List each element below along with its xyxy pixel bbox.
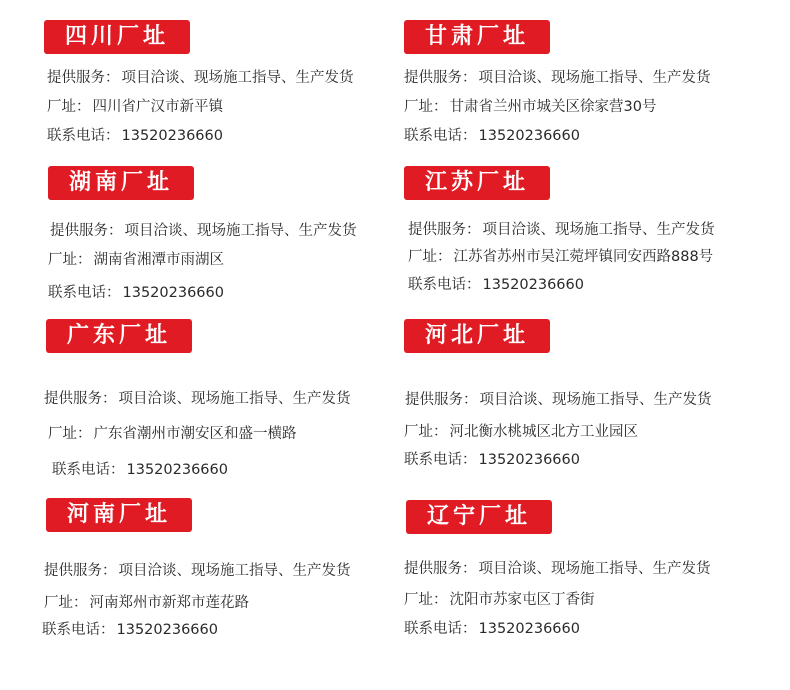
address-line — [404, 423, 638, 441]
address-line — [44, 594, 249, 612]
phone-line — [48, 284, 224, 302]
phone-line — [408, 276, 584, 294]
address-line — [404, 98, 656, 116]
address-label: 厂址： — [408, 249, 452, 265]
services-value: 项目洽谈、现场施工指导、生产发货 — [121, 70, 354, 86]
phone-label: 联系电话： — [408, 277, 481, 293]
phone-label: 联系电话： — [48, 285, 121, 301]
factory-title-badge: 江苏厂址 — [404, 166, 550, 200]
phone-label: 联系电话： — [404, 452, 477, 468]
phone-value: 13520236660 — [122, 285, 224, 301]
factory-title-badge: 甘肃厂址 — [404, 20, 550, 54]
services-value: 项目洽谈、现场施工指导、生产发货 — [482, 222, 715, 238]
services-label: 提供服务： — [47, 70, 120, 86]
phone-value: 13520236660 — [478, 621, 580, 637]
factory-title-badge: 四川厂址 — [44, 20, 190, 54]
phone-label: 联系电话： — [404, 128, 477, 144]
address-line — [48, 251, 224, 269]
services-line — [404, 69, 711, 87]
address-label: 厂址： — [44, 595, 88, 611]
phone-line — [404, 127, 580, 145]
address-label: 厂址： — [404, 99, 448, 115]
services-line — [47, 69, 354, 87]
services-line — [44, 562, 351, 580]
services-value: 项目洽谈、现场施工指导、生产发货 — [118, 391, 351, 407]
address-label: 厂址： — [404, 592, 448, 608]
factory-title-badge: 湖南厂址 — [48, 166, 194, 200]
services-label: 提供服务： — [404, 70, 477, 86]
phone-label: 联系电话： — [47, 128, 120, 144]
services-line — [50, 222, 357, 240]
factory-title-badge: 广东厂址 — [46, 319, 192, 353]
address-label: 厂址： — [47, 99, 91, 115]
address-label: 厂址： — [48, 252, 92, 268]
factory-title-badge: 河北厂址 — [404, 319, 550, 353]
services-label: 提供服务： — [405, 392, 478, 408]
phone-line — [404, 451, 580, 469]
phone-value: 13520236660 — [116, 622, 218, 638]
address-line — [404, 591, 595, 609]
services-label: 提供服务： — [408, 222, 481, 238]
services-value: 项目洽谈、现场施工指导、生产发货 — [124, 223, 357, 239]
phone-label: 联系电话： — [404, 621, 477, 637]
address-line — [48, 425, 297, 443]
address-value: 河北衡水桃城区北方工业园区 — [449, 424, 638, 440]
services-value: 项目洽谈、现场施工指导、生产发货 — [478, 70, 711, 86]
services-label: 提供服务： — [404, 561, 477, 577]
phone-value: 13520236660 — [482, 277, 584, 293]
address-value: 河南郑州市新郑市莲花路 — [89, 595, 249, 611]
phone-line — [404, 620, 580, 638]
services-label: 提供服务： — [44, 563, 117, 579]
phone-value: 13520236660 — [121, 128, 223, 144]
phone-value: 13520236660 — [478, 128, 580, 144]
address-label: 厂址： — [48, 426, 92, 442]
services-line — [408, 221, 715, 239]
address-line — [47, 98, 223, 116]
address-value: 广东省潮州市潮安区和盛一横路 — [93, 426, 297, 442]
phone-label: 联系电话： — [52, 462, 125, 478]
address-value: 沈阳市苏家屯区丁香街 — [449, 592, 595, 608]
address-line — [408, 248, 713, 266]
services-label: 提供服务： — [50, 223, 123, 239]
services-line — [404, 560, 711, 578]
phone-value: 13520236660 — [126, 462, 228, 478]
services-value: 项目洽谈、现场施工指导、生产发货 — [118, 563, 351, 579]
address-value: 甘肃省兰州市城关区徐家营30号 — [449, 99, 657, 115]
address-value: 湖南省湘潭市雨湖区 — [93, 252, 224, 268]
services-line — [44, 390, 351, 408]
phone-value: 13520236660 — [478, 452, 580, 468]
services-line — [405, 391, 712, 409]
factory-title-badge: 河南厂址 — [46, 498, 192, 532]
phone-label: 联系电话： — [42, 622, 115, 638]
address-label: 厂址： — [404, 424, 448, 440]
services-label: 提供服务： — [44, 391, 117, 407]
address-value: 四川省广汉市新平镇 — [92, 99, 223, 115]
services-value: 项目洽谈、现场施工指导、生产发货 — [479, 392, 712, 408]
factory-title-badge: 辽宁厂址 — [406, 500, 552, 534]
phone-line — [42, 621, 218, 639]
address-value: 江苏省苏州市吴江菀坪镇同安西路888号 — [453, 249, 714, 265]
phone-line — [52, 461, 228, 479]
services-value: 项目洽谈、现场施工指导、生产发货 — [478, 561, 711, 577]
phone-line — [47, 127, 223, 145]
